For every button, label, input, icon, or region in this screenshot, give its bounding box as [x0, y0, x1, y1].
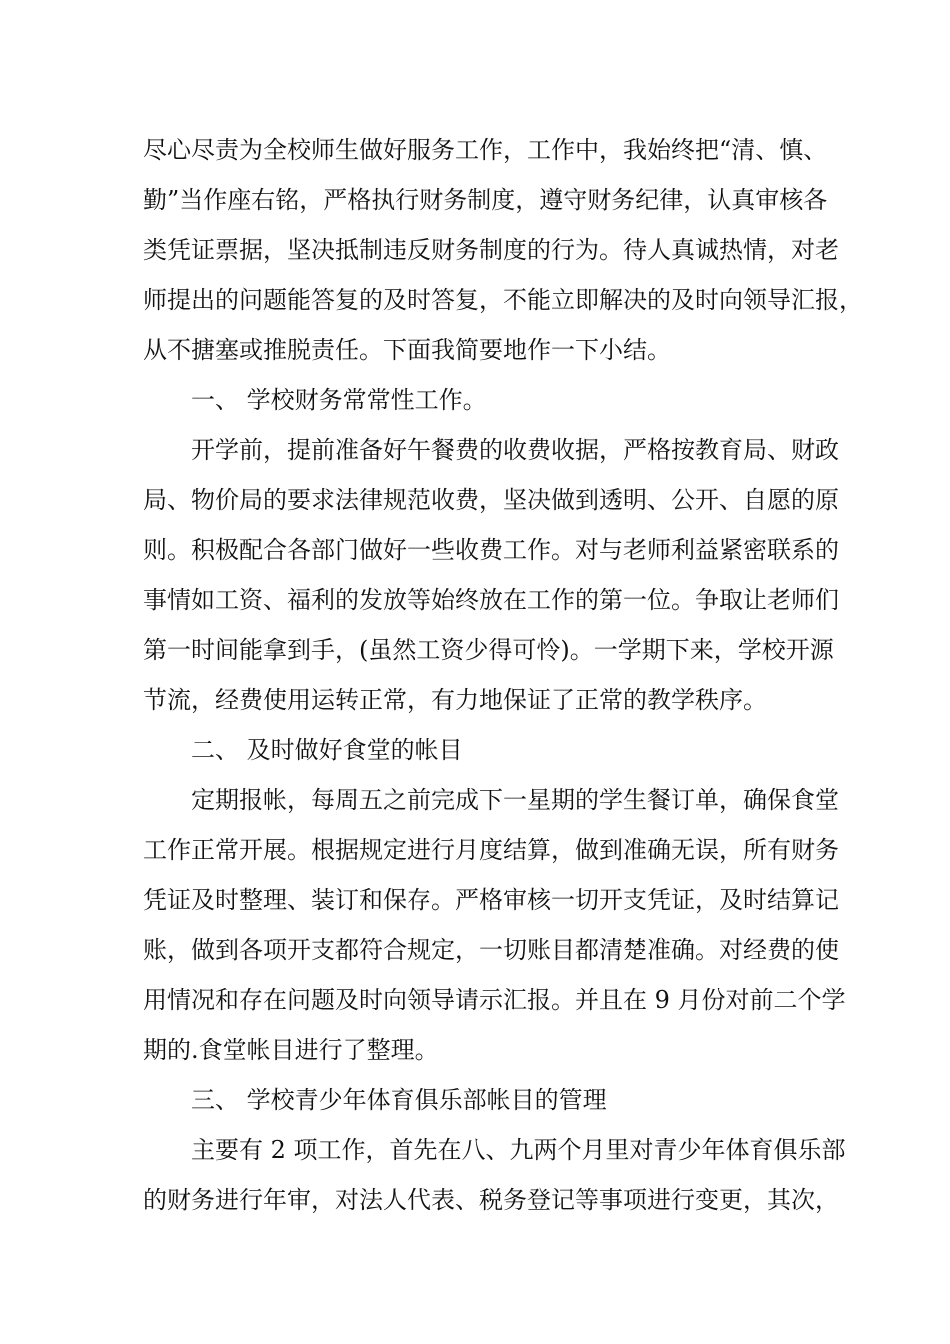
text-line: 的财务进行年审，对法人代表、税务登记等事项进行变更，其次，: [143, 1186, 839, 1214]
text-line: 尽心尽责为全校师生做好服务工作，工作中，我始终把“清、慎、: [143, 136, 828, 164]
text-line: 勤”当作座右铭，严格执行财务制度，遵守财务纪律，认真审核各: [143, 186, 828, 214]
text-line: 开学前，提前准备好午餐费的收费收据，严格按教育局、财政: [143, 436, 839, 464]
text-line: 从不搪塞或推脱责任。下面我简要地作一下小结。: [143, 336, 671, 364]
text-line: 类凭证票据，坚决抵制违反财务制度的行为。待人真诚热情，对老: [143, 236, 839, 264]
section-heading: 一、 学校财务常常性工作。: [143, 386, 487, 414]
text-line: 工作正常开展。根据规定进行月度结算，做到准确无误，所有财务: [143, 836, 839, 864]
text-line: 定期报帐，每周五之前完成下一星期的学生餐订单，确保食堂: [143, 786, 839, 814]
text-line: 局、物价局的要求法律规范收费，坚决做到透明、公开、自愿的原: [143, 486, 839, 514]
text-line: 则。积极配合各部门做好一些收费工作。对与老师利益紧密联系的: [143, 536, 839, 564]
section-heading: 三、 学校青少年体育俱乐部帐目的管理: [143, 1086, 607, 1114]
text-line: 凭证及时整理、装订和保存。严格审核一切开支凭证，及时结算记: [143, 886, 839, 914]
text-line: 主要有 2 项工作，首先在八、九两个月里对青少年体育俱乐部: [143, 1136, 846, 1164]
text-line: 期的.食堂帐目进行了整理。: [143, 1036, 439, 1064]
text-line: 节流，经费使用运转正常，有力地保证了正常的教学秩序。: [143, 686, 767, 714]
text-line: 事情如工资、福利的发放等始终放在工作的第一位。争取让老师们: [143, 586, 839, 614]
text-line: 第一时间能拿到手，(虽然工资少得可怜)。一学期下来，学校开源: [143, 636, 834, 664]
text-line: 用情况和存在问题及时向领导请示汇报。并且在 9 月份对前二个学: [143, 986, 846, 1014]
text-line: 师提出的问题能答复的及时答复，不能立即解决的及时向领导汇报，: [143, 286, 863, 314]
text-line: 账，做到各项开支都符合规定，一切账目都清楚准确。对经费的使: [143, 936, 839, 964]
section-heading: 二、 及时做好食堂的帐目: [143, 736, 463, 764]
